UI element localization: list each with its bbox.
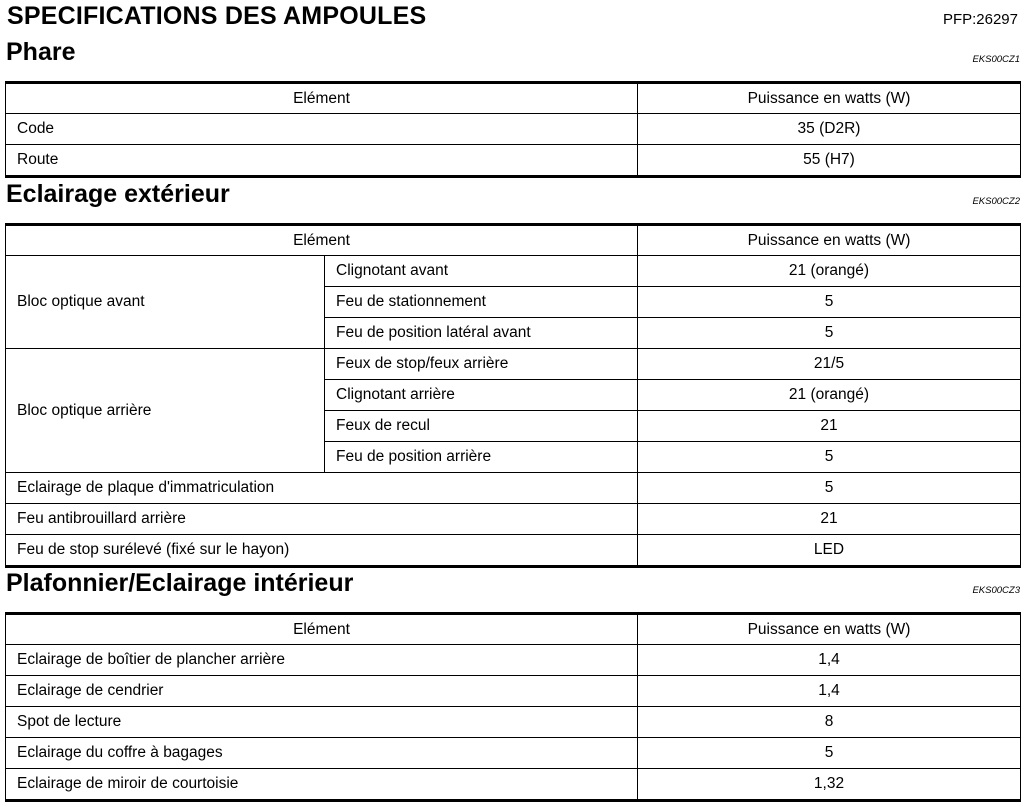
row-item: Route (6, 145, 638, 177)
table-row (6, 504, 1021, 535)
section-code-interieur: EKS00CZ3 (972, 585, 1020, 596)
document-title: SPECIFICATIONS DES AMPOULES (7, 2, 427, 30)
table-row (6, 114, 1021, 145)
row-value: 55 (H7) (638, 145, 1021, 177)
document-code: PFP:26297 (942, 11, 1018, 28)
row-item: Eclairage de miroir de courtoisie (6, 769, 638, 801)
row-value: 5 (638, 473, 1021, 504)
row-item: Feu de position latéral avant (325, 318, 638, 349)
table-row (6, 535, 1021, 567)
row-item: Spot de lecture (6, 707, 638, 738)
row-value: 5 (638, 287, 1021, 318)
table-row (6, 769, 1021, 801)
table-phare (5, 81, 1021, 178)
row-item: Feu antibrouillard arrière (6, 504, 638, 535)
table-header (6, 83, 1021, 114)
row-item: Eclairage de plaque d'immatriculation (6, 473, 638, 504)
row-value: 1,4 (638, 676, 1021, 707)
header-power: Puissance en watts (W) (638, 83, 1021, 114)
row-item: Feu de stationnement (325, 287, 638, 318)
row-value: 21/5 (638, 349, 1021, 380)
table-row (6, 145, 1021, 177)
row-value: LED (638, 535, 1021, 567)
row-item: Code (6, 114, 638, 145)
row-item: Clignotant arrière (325, 380, 638, 411)
table-row (6, 707, 1021, 738)
row-item: Eclairage du coffre à bagages (6, 738, 638, 769)
table-exterieur (5, 223, 1021, 568)
row-item: Feux de recul (325, 411, 638, 442)
section-title-interieur: Plafonnier/Eclairage intérieur (6, 569, 354, 597)
row-value: 21 (orangé) (638, 256, 1021, 287)
table-row (6, 473, 1021, 504)
row-item: Clignotant avant (325, 256, 638, 287)
header-element: Elément (6, 83, 638, 114)
row-value: 8 (638, 707, 1021, 738)
row-value: 21 (638, 504, 1021, 535)
row-value: 5 (638, 738, 1021, 769)
section-title-phare: Phare (6, 38, 76, 66)
table-row (6, 676, 1021, 707)
header-element: Elément (6, 225, 638, 256)
table-row (6, 256, 1021, 287)
row-value: 21 (638, 411, 1021, 442)
row-item: Eclairage de boîtier de plancher arrière (6, 645, 638, 676)
row-value: 5 (638, 318, 1021, 349)
group-label: Bloc optique avant (6, 256, 325, 349)
header-power: Puissance en watts (W) (638, 225, 1021, 256)
row-item: Feux de stop/feux arrière (325, 349, 638, 380)
table-header (6, 614, 1021, 645)
table-interieur (5, 612, 1021, 802)
row-value: 35 (D2R) (638, 114, 1021, 145)
section-code-exterieur: EKS00CZ2 (972, 196, 1020, 207)
header-power: Puissance en watts (W) (638, 614, 1021, 645)
table-row (6, 738, 1021, 769)
row-value: 1,4 (638, 645, 1021, 676)
header-element: Elément (6, 614, 638, 645)
section-title-exterieur: Eclairage extérieur (6, 180, 230, 208)
group-label: Bloc optique arrière (6, 349, 325, 473)
row-item: Feu de position arrière (325, 442, 638, 473)
row-item: Eclairage de cendrier (6, 676, 638, 707)
section-code-phare: EKS00CZ1 (972, 54, 1020, 65)
row-value: 5 (638, 442, 1021, 473)
table-row (6, 349, 1021, 380)
row-value: 1,32 (638, 769, 1021, 801)
table-row (6, 645, 1021, 676)
row-item: Feu de stop surélevé (fixé sur le hayon) (6, 535, 638, 567)
table-header (6, 225, 1021, 256)
row-value: 21 (orangé) (638, 380, 1021, 411)
